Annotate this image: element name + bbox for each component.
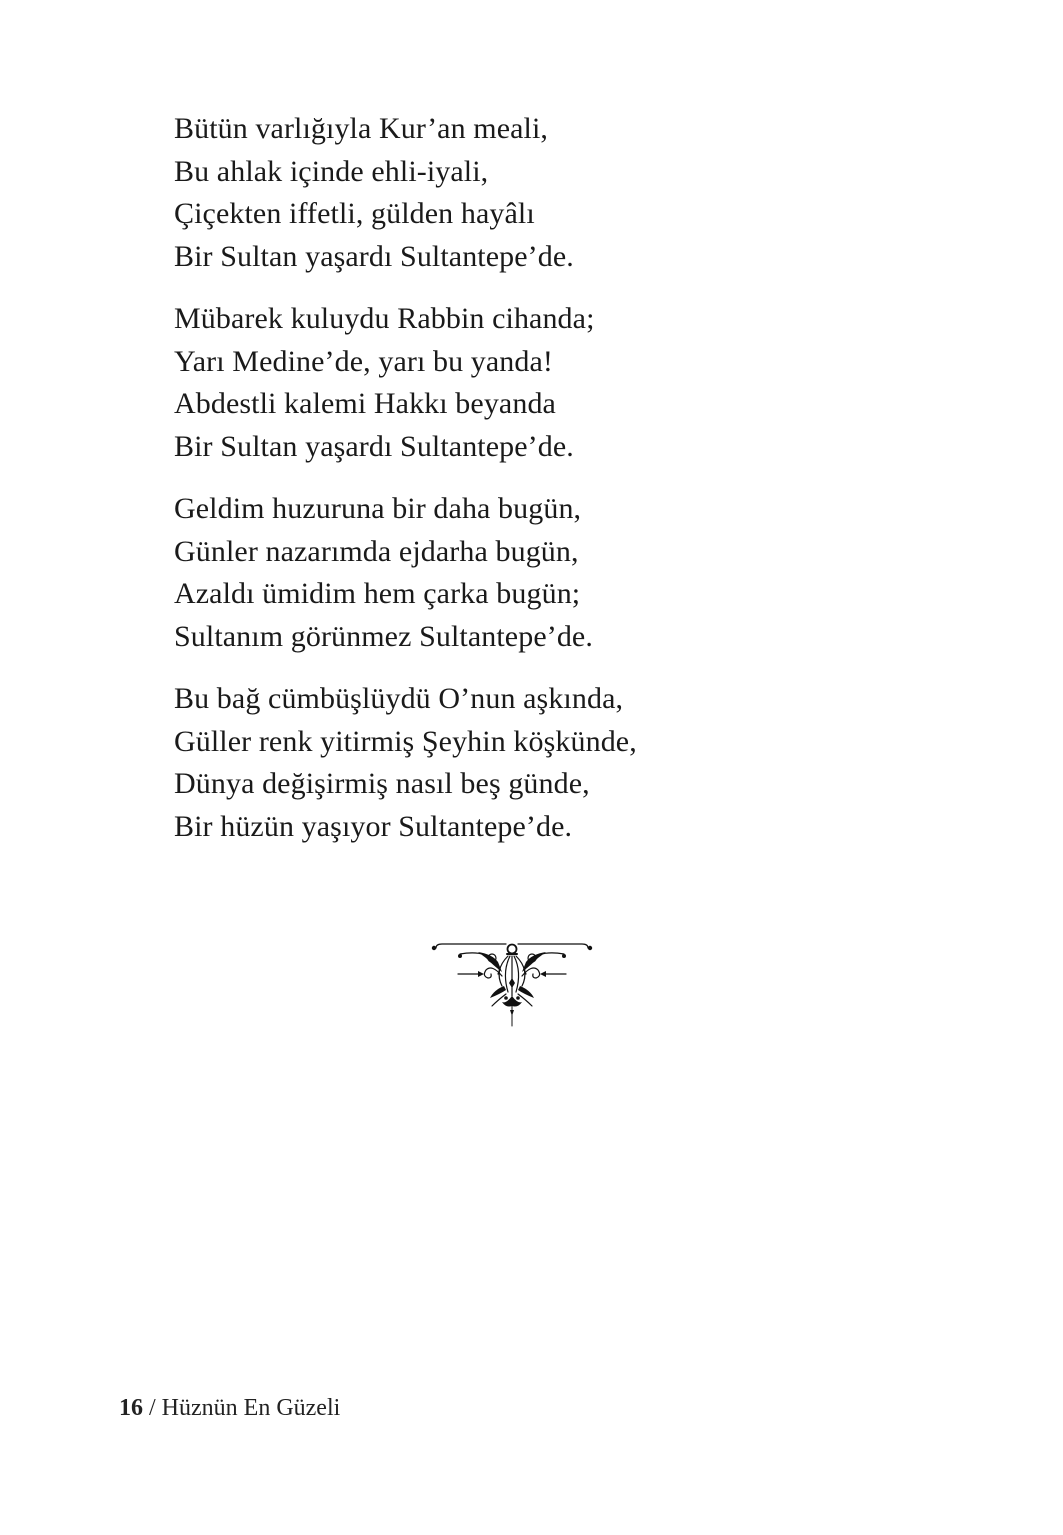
poem-line: Abdestli kalemi Hakkı beyanda: [174, 387, 556, 420]
poem-line: Dünya değişirmiş nasıl beş günde,: [174, 767, 590, 800]
poem-line: Çiçekten iffetli, gülden hayâlı: [174, 197, 535, 230]
poem-line: Bu ahlak içinde ehli-iyali,: [174, 154, 489, 188]
poem-line: Bir Sultan yaşardı Sultantepe’de.: [174, 239, 574, 273]
poem-line: Günler nazarımda ejdarha bugün,: [174, 534, 579, 568]
stanza-2: [174, 298, 814, 468]
poem-line: Azaldı ümidim hem çarka bugün;: [174, 577, 581, 610]
poem-line: Bir Sultan yaşardı Sultantepe’de.: [174, 429, 574, 463]
poem-line: Sultanım görünmez Sultantepe’de.: [174, 619, 593, 653]
footer-separator: /: [143, 1395, 162, 1421]
poem-line: Bütün varlığıyla Kur’an meali,: [174, 112, 549, 145]
stanza-4: [174, 678, 814, 848]
stanza-3: [174, 488, 814, 658]
poem: [174, 108, 814, 868]
decorative-flourish-icon: [428, 936, 596, 1028]
page-number: 16: [119, 1395, 143, 1421]
poem-line: Mübarek kuluydu Rabbin cihanda;: [174, 302, 595, 335]
poem-line: Güller renk yitirmiş Şeyhin köşkünde,: [174, 724, 637, 758]
poem-line: Bir hüzün yaşıyor Sultantepe’de.: [174, 809, 573, 843]
stanza-1: [174, 108, 814, 278]
book-title: Hüznün En Güzeli: [161, 1395, 341, 1421]
poem-line: Geldim huzuruna bir daha bugün,: [174, 492, 582, 525]
poem-line: Bu bağ cümbüşlüydü O’nun aşkında,: [174, 682, 624, 715]
page-footer: [119, 1393, 340, 1423]
poem-line: Yarı Medine’de, yarı bu yanda!: [174, 344, 554, 378]
